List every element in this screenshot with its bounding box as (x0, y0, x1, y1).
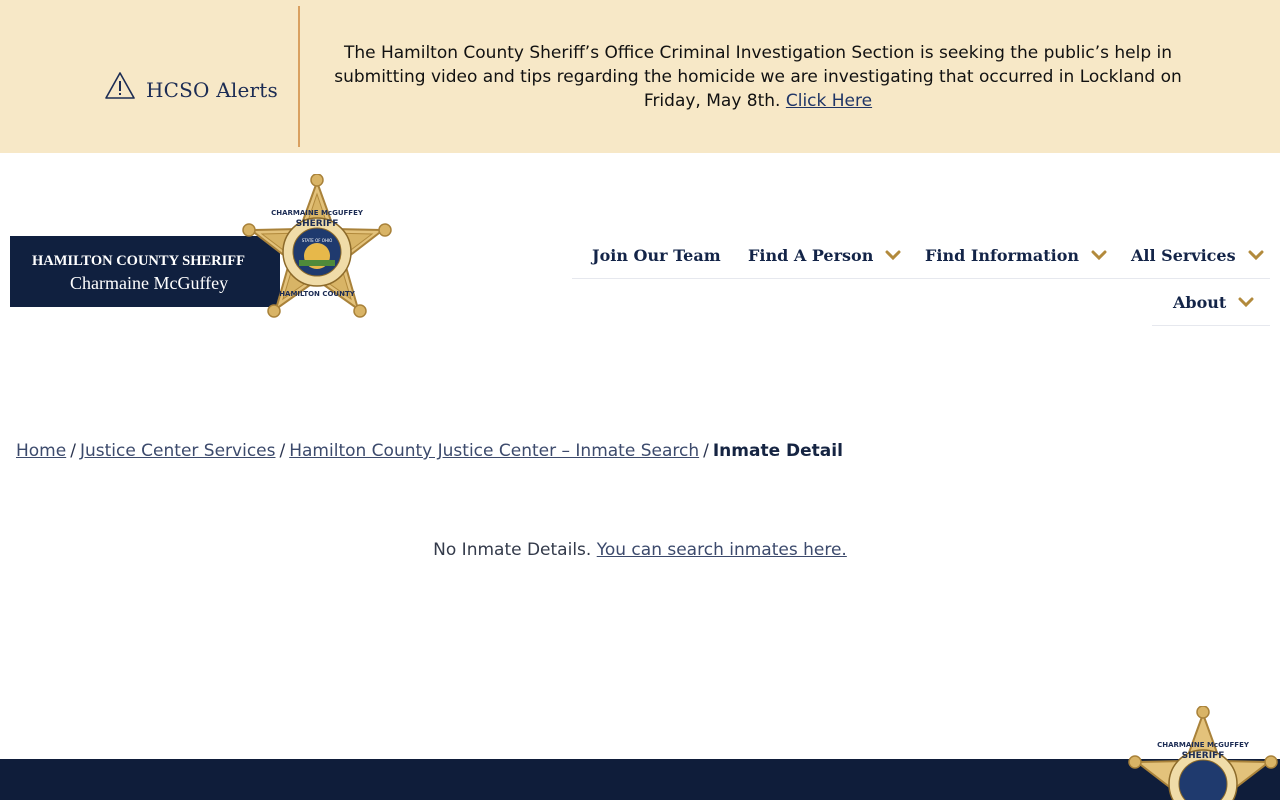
alert-message-text: The Hamilton County Sheriff’s Office Criminal Investigation Section is seeking the public’s help in submitting video and tips regarding the homicide we are investigating that occurred in Lockland on Friday, May 8th. (334, 43, 1182, 111)
site-logo[interactable] (10, 174, 400, 329)
chevron-down-icon (1248, 250, 1264, 261)
alert-message (326, 41, 1190, 113)
inmate-detail-message (0, 540, 1280, 560)
alert-banner (0, 0, 1280, 153)
logo-sheriff-name: Charmaine McGuffey (70, 273, 229, 293)
alert-label (104, 70, 278, 102)
footer-badge-center-text: SHERIFF (1181, 751, 1225, 761)
nav-item-label: All Services (1131, 246, 1236, 265)
alert-click-here-link[interactable]: Click Here (785, 91, 873, 111)
breadcrumb-separator: / (279, 441, 286, 461)
breadcrumb-current: Inmate Detail (712, 441, 843, 461)
nav-item-label: Find Information (925, 246, 1079, 265)
nav-item-label: Join Our Team (592, 246, 721, 265)
nav-row-primary (572, 232, 1270, 279)
nav-row-secondary (1152, 279, 1270, 326)
search-inmates-link[interactable]: You can search inmates here. (596, 540, 847, 560)
breadcrumb (16, 441, 843, 461)
breadcrumb-home-link[interactable]: Home (16, 441, 67, 461)
breadcrumb-justice-center-services-link[interactable]: Justice Center Services (79, 441, 276, 461)
badge-seal-text: STATE OF OHIO (301, 238, 333, 243)
breadcrumb-separator: / (703, 441, 709, 461)
badge-top-text: CHARMAINE McGUFFEY (271, 209, 363, 217)
logo-org-name: HAMILTON COUNTY SHERIFF (32, 253, 245, 269)
nav-item-about[interactable] (1173, 293, 1254, 312)
sheriff-star-badge-icon (236, 174, 398, 326)
breadcrumb-separator: / (70, 441, 76, 461)
chevron-down-icon (885, 250, 901, 261)
chevron-down-icon (1238, 297, 1254, 308)
alert-divider (298, 6, 300, 147)
alert-title: HCSO Alerts (146, 78, 278, 102)
nav-item-label: About (1173, 293, 1227, 312)
footer-badge-top-text: CHARMAINE McGUFFEY (1157, 741, 1249, 749)
badge-center-text: SHERIFF (295, 219, 339, 229)
nav-item-find-information[interactable] (925, 246, 1107, 265)
badge-bottom-text: HAMILTON COUNTY (279, 290, 355, 298)
nav-item-find-a-person[interactable] (748, 246, 901, 265)
footer-sheriff-star-badge-icon (1122, 706, 1280, 800)
breadcrumb-inmate-search-link[interactable]: Hamilton County Justice Center – Inmate Search (289, 441, 700, 461)
nav-item-all-services[interactable] (1131, 246, 1264, 265)
warning-triangle-icon (104, 70, 136, 102)
nav-item-join-our-team[interactable] (592, 246, 721, 265)
no-inmate-details-text: No Inmate Details. (433, 540, 592, 560)
chevron-down-icon (1091, 250, 1107, 261)
site-footer (0, 759, 1280, 800)
nav-item-label: Find A Person (748, 246, 874, 265)
